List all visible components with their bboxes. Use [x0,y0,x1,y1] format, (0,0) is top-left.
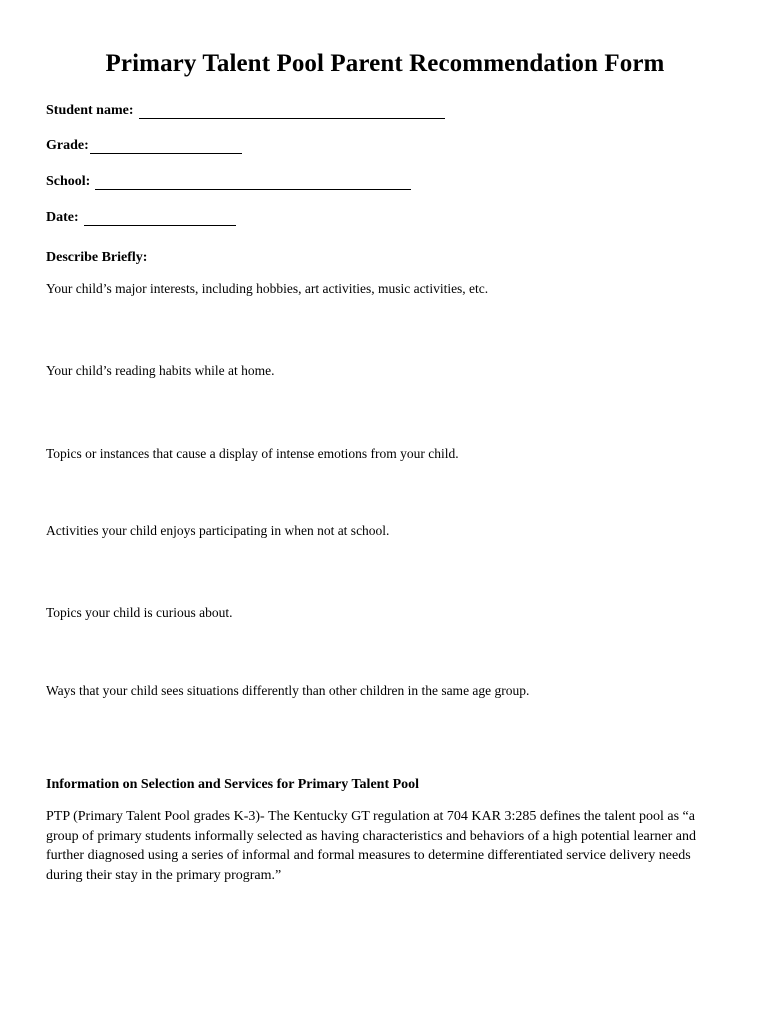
school-label: School: [46,174,91,189]
student-name-label: Student name: [46,103,134,118]
prompt-activities: Activities your child enjoys participating in when not at school. [46,523,390,538]
prompt-reading-habits: Your child’s reading habits while at home. [46,363,275,378]
prompt-interests: Your child’s major interests, including hobbies, art activities, music activities, etc. [46,281,489,296]
date-input-line[interactable] [84,211,236,226]
grade-field [46,138,242,154]
prompt-sees-differently: Ways that your child sees situations differently than other children in the same age group. [46,683,530,698]
date-field [46,210,236,226]
grade-input-line[interactable] [90,139,242,154]
student-name-field [46,103,445,119]
info-paragraph: PTP (Primary Talent Pool grades K-3)- The Kentucky GT regulation at 704 KAR 3:285 defines the talent pool as “a group of primary students informally selected as having characteristics and behaviors of a high potential learner and further diagnosed using a series of informal and formal measures to determine differentiated service delivery needs during their stay in the primary program.” [46,809,697,883]
school-field [46,174,411,190]
page-title: Primary Talent Pool Parent Recommendation Form [105,50,665,77]
describe-briefly-heading: Describe Briefly: [46,250,148,265]
date-label: Date: [46,210,79,225]
prompt-intense-emotions: Topics or instances that cause a display of intense emotions from your child. [46,446,459,461]
info-heading: Information on Selection and Services for Primary Talent Pool [46,777,420,792]
prompt-curious-topics: Topics your child is curious about. [46,605,233,620]
school-input-line[interactable] [95,175,411,190]
grade-label: Grade: [46,138,89,153]
student-name-input-line[interactable] [139,104,445,119]
